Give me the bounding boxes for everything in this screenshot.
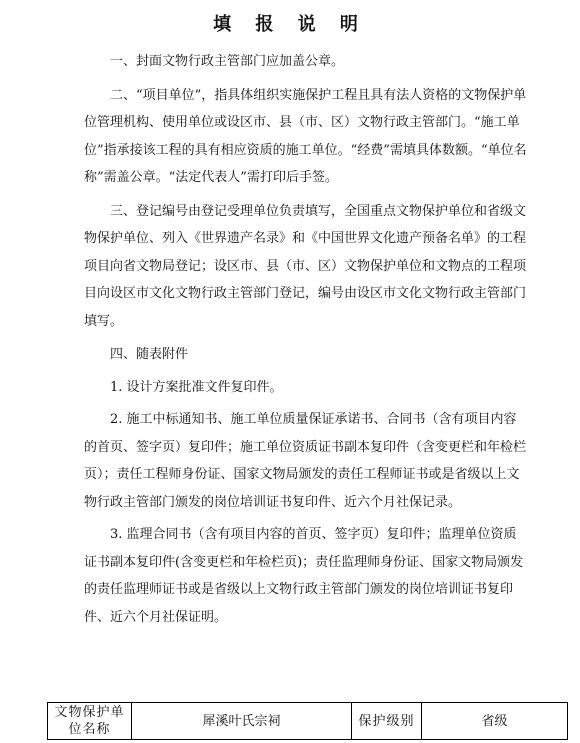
instruction-paragraph-1: 一、封面文物行政主管部门应加盖公章。	[110, 54, 345, 69]
unit-name-value: 犀溪叶氏宗祠	[132, 703, 352, 740]
protection-level-value: 省级	[422, 703, 568, 740]
unit-name-label: 文物保护单位名称	[48, 703, 132, 740]
attachments-heading: 四、随表附件	[110, 347, 189, 362]
instructions-body	[84, 48, 528, 636]
attachment-item-3: 3. 监理合同书（含有项目内容的首页、签字页）复印件；监理单位资质证书副本复印件(含变更栏和年检栏页)；责任监理师身份证、国家文物局颁发的责任监理师证书或是省级以上文物行政主管部门颁发的岗位培训证书复印件、近六个月社保证明。	[84, 527, 524, 625]
instruction-paragraph-3: 三、登记编号由登记受理单位负责填写，全国重点文物保护单位和省级文物保护单位、列入《世界遗产名录》和《中国世界文化遗产预备名单》的工程项目向省文物局登记；设区市、县（市、区）文物保护单位和文物点的工程项目向设区市文化文物行政主管部门登记，编号由设区市文化文物行政主管部门填写。	[84, 203, 527, 329]
page-title: 填 报 说 明	[213, 14, 367, 35]
table-row	[48, 703, 568, 740]
instruction-paragraph-2: 二、“项目单位”，指具体组织实施保护工程且具有法人资格的文物保护单位管理机构、使用单位或设区市、县（市、区）文物行政主管部门。“施工单位”指承接该工程的具有相应资质的施工单位。“经费”需填具体数额。“单位名称”需盖公章。“法定代表人”需打印后手签。	[84, 87, 527, 185]
attachment-item-2: 2. 施工中标通知书、施工单位质量保证承诺书、合同书（含有项目内容的首页、签字页）复印件；施工单位资质证书副本复印件（含变更栏和年检栏页）；责任工程师身份证、国家文物局颁发的责任工程师证书或是省级以上文物行政主管部门颁发的岗位培训证书复印件、近六个月社保记录。	[84, 412, 527, 510]
unit-info-table	[47, 702, 568, 740]
protection-level-label: 保护级别	[352, 703, 422, 740]
attachment-item-1: 1. 设计方案批准文件复印件。	[110, 379, 283, 395]
